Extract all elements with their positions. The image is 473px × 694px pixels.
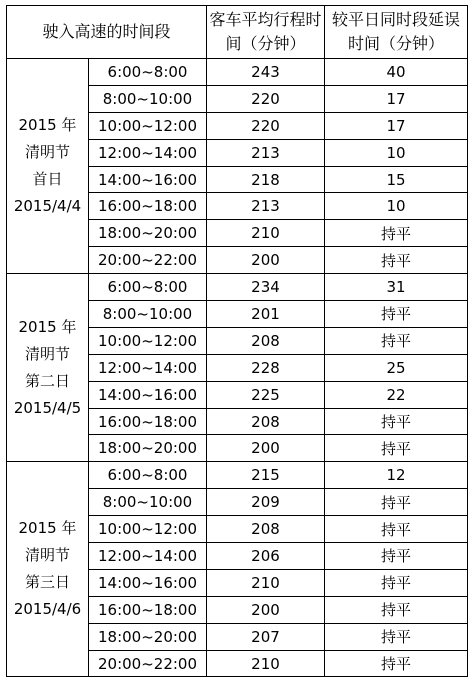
travel-time-cell: 213 [207, 193, 325, 220]
travel-time-cell: 218 [207, 166, 325, 193]
date-group-line: 2015 年 [18, 519, 77, 538]
time-range-cell: 16:00~18:00 [89, 596, 207, 623]
header-travel-time: 客车平均行程时间（分钟） [207, 6, 325, 59]
delay-cell: 31 [325, 274, 468, 301]
travel-time-cell: 243 [207, 59, 325, 86]
time-range-cell: 10:00~12:00 [89, 112, 207, 139]
time-range-cell: 20:00~22:00 [89, 650, 207, 677]
time-range-cell: 18:00~20:00 [89, 220, 207, 247]
travel-time-cell: 213 [207, 139, 325, 166]
time-range-cell: 8:00~10:00 [89, 85, 207, 112]
date-group-line: 2015/4/4 [13, 197, 82, 216]
time-range-cell: 18:00~20:00 [89, 623, 207, 650]
travel-time-cell: 208 [207, 408, 325, 435]
table-row [7, 59, 468, 86]
travel-time-cell: 225 [207, 381, 325, 408]
time-range-cell: 18:00~20:00 [89, 435, 207, 462]
travel-time-cell: 208 [207, 327, 325, 354]
date-group-line: 2015 年 [18, 317, 77, 336]
time-range-cell: 8:00~10:00 [89, 489, 207, 516]
time-range-cell: 14:00~16:00 [89, 166, 207, 193]
delay-cell: 17 [325, 85, 468, 112]
delay-cell: 17 [325, 112, 468, 139]
delay-cell: 持平 [325, 220, 468, 247]
delay-cell: 持平 [325, 569, 468, 596]
date-group-line: 2015/4/5 [13, 398, 82, 417]
travel-time-cell: 208 [207, 516, 325, 543]
delay-cell: 10 [325, 139, 468, 166]
date-group-line: 清明节 [24, 344, 70, 363]
header-delay: 较平日同时段延误时间（分钟） [325, 6, 468, 59]
delay-cell: 持平 [325, 435, 468, 462]
time-range-cell: 10:00~12:00 [89, 327, 207, 354]
date-group-line: 清明节 [24, 143, 70, 162]
header-row [7, 6, 468, 59]
travel-time-cell: 234 [207, 274, 325, 301]
travel-time-cell: 200 [207, 596, 325, 623]
header-period: 驶入高速的时间段 [7, 6, 207, 59]
delay-cell: 持平 [325, 650, 468, 677]
time-range-cell: 16:00~18:00 [89, 408, 207, 435]
travel-time-cell: 215 [207, 462, 325, 489]
travel-time-cell: 210 [207, 220, 325, 247]
delay-cell: 持平 [325, 516, 468, 543]
delay-cell: 15 [325, 166, 468, 193]
travel-time-cell: 200 [207, 435, 325, 462]
date-group-line: 2015/4/6 [13, 600, 82, 619]
time-range-cell: 12:00~14:00 [89, 543, 207, 570]
time-range-cell: 14:00~16:00 [89, 381, 207, 408]
delay-cell: 持平 [325, 327, 468, 354]
time-range-cell: 10:00~12:00 [89, 516, 207, 543]
delay-cell: 22 [325, 381, 468, 408]
table-container [6, 5, 468, 677]
delay-cell: 25 [325, 354, 468, 381]
time-range-cell: 12:00~14:00 [89, 139, 207, 166]
table-body [7, 59, 468, 677]
date-group-cell [7, 462, 89, 677]
time-range-cell: 20:00~22:00 [89, 247, 207, 274]
date-group-line: 首日 [32, 170, 63, 189]
delay-cell: 持平 [325, 623, 468, 650]
table-row [7, 462, 468, 489]
travel-time-cell: 220 [207, 112, 325, 139]
travel-time-cell: 200 [207, 247, 325, 274]
time-range-cell: 8:00~10:00 [89, 301, 207, 328]
delay-cell: 10 [325, 193, 468, 220]
delay-cell: 持平 [325, 301, 468, 328]
travel-time-cell: 209 [207, 489, 325, 516]
delay-cell: 12 [325, 462, 468, 489]
time-range-cell: 14:00~16:00 [89, 569, 207, 596]
travel-time-cell: 210 [207, 650, 325, 677]
travel-time-cell: 220 [207, 85, 325, 112]
time-range-cell: 16:00~18:00 [89, 193, 207, 220]
travel-time-cell: 228 [207, 354, 325, 381]
time-range-cell: 6:00~8:00 [89, 59, 207, 86]
delay-cell: 持平 [325, 489, 468, 516]
date-group-cell [7, 59, 89, 274]
date-group-cell [7, 274, 89, 462]
table-row [7, 274, 468, 301]
travel-time-cell: 207 [207, 623, 325, 650]
travel-time-cell: 206 [207, 543, 325, 570]
delay-cell: 持平 [325, 247, 468, 274]
delay-cell: 40 [325, 59, 468, 86]
travel-time-cell: 210 [207, 569, 325, 596]
delay-cell: 持平 [325, 543, 468, 570]
time-range-cell: 6:00~8:00 [89, 462, 207, 489]
delay-cell: 持平 [325, 408, 468, 435]
travel-time-cell: 201 [207, 301, 325, 328]
delay-cell: 持平 [325, 596, 468, 623]
time-range-cell: 12:00~14:00 [89, 354, 207, 381]
date-group-line: 第三日 [24, 573, 70, 592]
date-group-line: 第二日 [24, 371, 70, 390]
time-range-cell: 6:00~8:00 [89, 274, 207, 301]
date-group-line: 2015 年 [18, 116, 77, 135]
travel-time-table [6, 5, 468, 677]
date-group-line: 清明节 [24, 546, 70, 565]
